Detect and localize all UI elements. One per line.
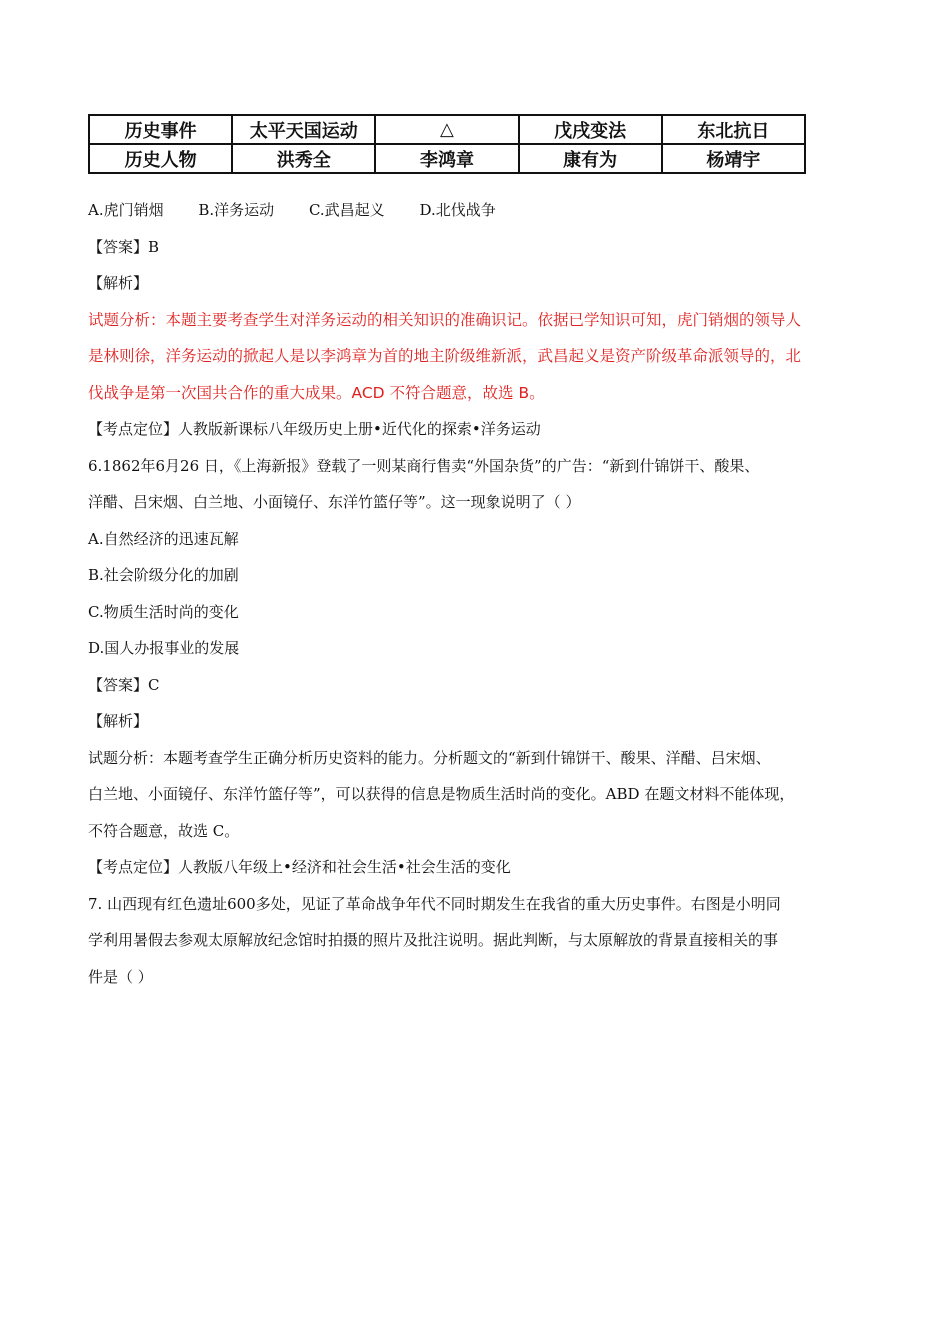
option-b: B.洋务运动 [198, 201, 275, 219]
table-cell: 戊戌变法 [519, 115, 662, 144]
q6-analysis-line: 不符合题意，故选 C。 [88, 821, 240, 840]
table-cell: 太平天国运动 [232, 115, 375, 144]
q6-kaodian: 【考点定位】人教版八年级上•经济和社会生活•社会生活的变化 [88, 858, 511, 876]
table-cell: 历史事件 [89, 115, 232, 144]
option-a: A.虎门销烟 [88, 201, 164, 219]
q5-analysis-line: 试题分析：本题主要考查学生对洋务运动的相关知识的准确识记。依据已学知识可知，虎门销烟的领导人 [88, 310, 802, 329]
q6-option-d: D.国人办报事业的发展 [88, 639, 240, 657]
q5-analysis-line: 伐战争是第一次国共合作的重大成果。ACD 不符合题意，故选 B。 [88, 383, 545, 402]
q6-option-a: A.自然经济的迅速瓦解 [88, 529, 239, 548]
table-cell: 东北抗日 [662, 115, 805, 144]
option-c: C.武昌起义 [308, 201, 385, 219]
q5-options [88, 192, 868, 229]
q6-answer: 【答案】C [88, 675, 160, 694]
q6-option-b: B.社会阶级分化的加剧 [88, 566, 239, 584]
table-cell: △ [375, 115, 518, 144]
q7-stem-line: 7. 山西现有红色遗址600多处，见证了革命战争年代不同时期发生在我省的重大历史事件。右图是小明同 [88, 894, 781, 913]
q6-option-c: C.物质生活时尚的变化 [88, 602, 239, 621]
option-d: D.北伐战争 [419, 201, 496, 219]
q6-jiexi-label: 【解析】 [88, 712, 149, 730]
q5-analysis-line: 是林则徐，洋务运动的掀起人是以李鸿章为首的地主阶级维新派，武昌起义是资产阶级革命派领导的，北 [88, 347, 802, 365]
table-cell: 康有为 [519, 144, 662, 173]
q7-stem-line: 件是（ ） [88, 967, 153, 986]
q6-analysis-line: 白兰地、小面镜仔、东洋竹篮仔等”，可以获得的信息是物质生活时尚的变化。ABD 在题文材料不能体现， [88, 785, 795, 803]
q5-kaodian: 【考点定位】人教版新课标八年级历史上册•近代化的探索•洋务运动 [88, 420, 541, 438]
q7-stem-line: 学利用暑假去参观太原解放纪念馆时拍摄的照片及批注说明。据此判断，与太原解放的背景直接相关的事 [88, 931, 779, 949]
q5-jiexi-label: 【解析】 [88, 274, 149, 292]
q6-stem-line: 6.1862年6月26 日，《上海新报》登载了一则某商行售卖“外国杂货”的广告：“新到什锦饼干、酸果、 [88, 456, 760, 475]
table-row [89, 115, 805, 144]
q5-answer: 【答案】B [88, 237, 160, 256]
table-cell: 洪秀全 [232, 144, 375, 173]
history-table [88, 114, 806, 174]
table-row [89, 144, 805, 173]
table-cell: 历史人物 [89, 144, 232, 173]
table-cell: 李鸿章 [375, 144, 518, 173]
q6-analysis-line: 试题分析：本题考查学生正确分析历史资料的能力。分析题文的“新到什锦饼干、酸果、洋醋、吕宋烟、 [88, 748, 771, 767]
table-cell: 杨靖宇 [662, 144, 805, 173]
document-page [88, 114, 868, 995]
q6-stem-line: 洋醋、吕宋烟、白兰地、小面镜仔、东洋竹篮仔等”。这一现象说明了（ ） [88, 493, 581, 511]
